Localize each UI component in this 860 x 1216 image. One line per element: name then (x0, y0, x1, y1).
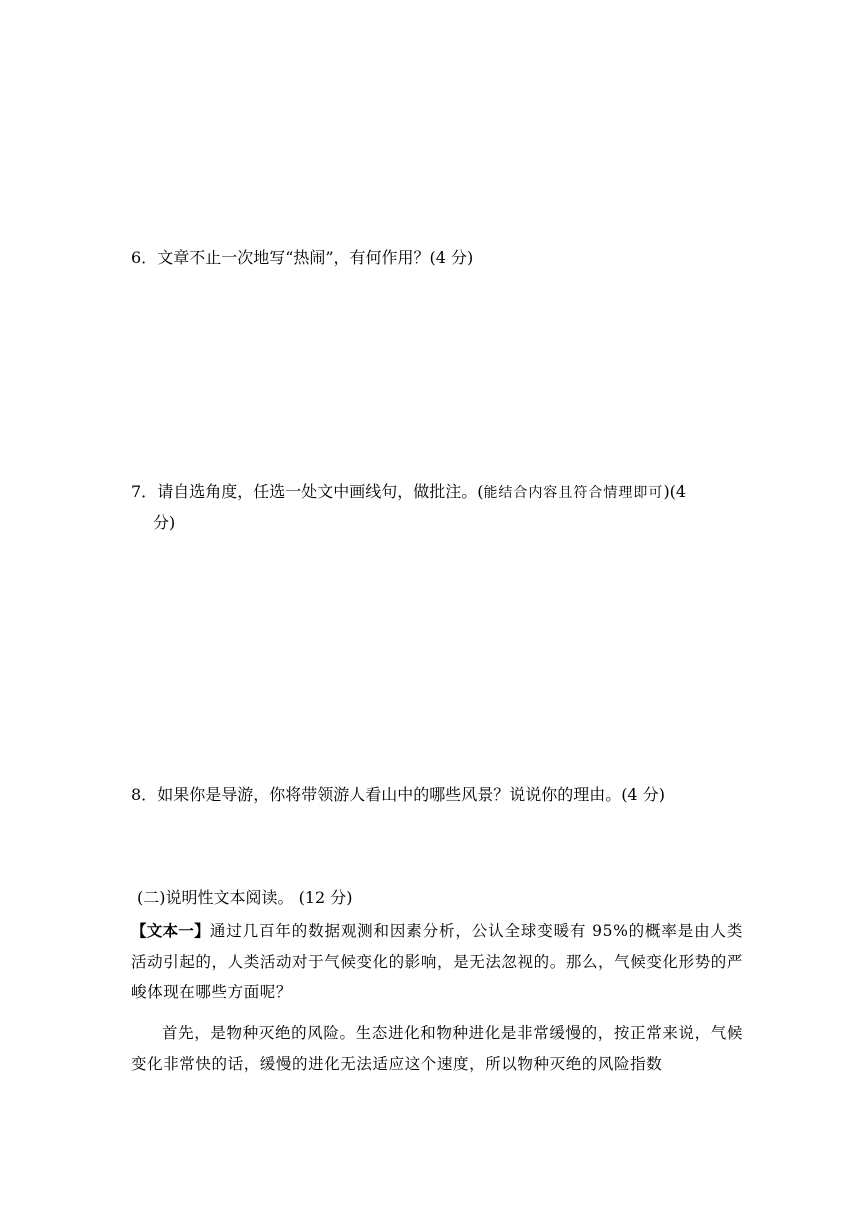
question-text: 如果你是导游，你将带领游人看山中的哪些风景？说说你的理由。(4 分) (157, 785, 665, 804)
passage-label: 【文本一】 (131, 922, 210, 940)
question-hint: 能结合内容且符合情理即可 (483, 485, 664, 501)
question-number: 8． (131, 785, 158, 804)
question-number: 6． (131, 248, 158, 267)
question-6 (131, 243, 746, 273)
question-number: 7． (131, 482, 158, 501)
passage-paragraph-1 (131, 916, 743, 1008)
question-text: 请自选角度，任选一处文中画线句，做批注。( (157, 482, 484, 501)
question-score: )(4 (663, 482, 687, 501)
passage-paragraph-2: 首先，是物种灭绝的风险。生态进化和物种进化是非常缓慢的，按正常来说，气候变化非常快的话，缓慢的进化无法适应这个速度，所以物种灭绝的风险指数 (131, 1024, 743, 1073)
question-7 (131, 477, 746, 538)
section-heading: (二)说明性文本阅读。 (12 分) (137, 888, 353, 907)
passage-text: 通过几百年的数据观测和因素分析，公认全球变暖有 95%的概率是由人类活动引起的，人类活动对于气候变化的影响，是无法忽视的。那么，气候变化形势的严峻体现在哪些方面呢？ (131, 922, 743, 1001)
question-text-continued: 分) (153, 513, 176, 532)
question-8 (131, 780, 746, 810)
question-text: 文章不止一次地写“热闹”，有何作用？(4 分) (157, 248, 474, 267)
